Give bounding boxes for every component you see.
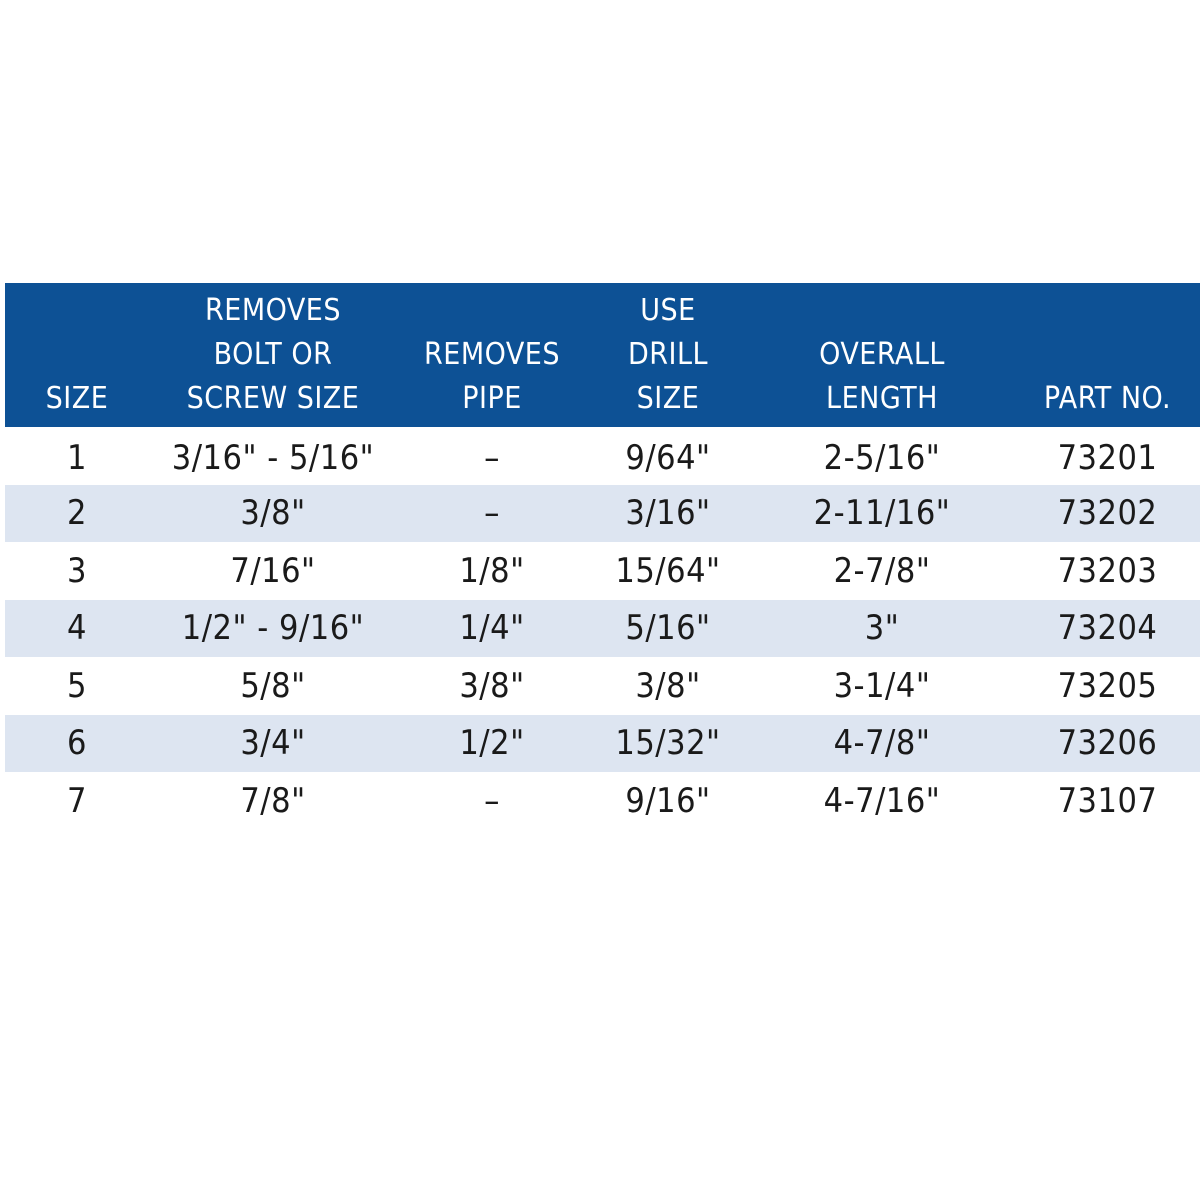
- header-drill-size: [587, 283, 749, 427]
- table-row: [5, 715, 1200, 773]
- cell-drill-size: 9/16": [625, 780, 711, 821]
- cell-bolt-screw-size: 7/8": [240, 780, 306, 821]
- header-line: REMOVES: [424, 337, 560, 372]
- table-row: [5, 600, 1200, 658]
- cell-overall-length: 3": [749, 600, 1015, 658]
- table-row: [5, 485, 1200, 543]
- cell-removes-pipe: 3/8": [459, 665, 525, 706]
- table-header: [5, 283, 1200, 427]
- cell-size: 2: [5, 485, 149, 543]
- cell-part-no: 73205: [1057, 665, 1158, 706]
- header-line: PART NO.: [1043, 381, 1172, 416]
- header-line: USE: [640, 293, 696, 328]
- header-line: SCREW SIZE: [186, 381, 360, 416]
- cell-size: 3: [67, 550, 87, 591]
- header-size: [5, 283, 149, 427]
- cell-overall-length: 3-1/4": [833, 665, 931, 706]
- cell-size: 4: [5, 600, 149, 658]
- header-line: DRILL: [627, 337, 709, 372]
- table-row: [5, 772, 1200, 830]
- cell-removes-pipe: 1/4": [397, 600, 587, 658]
- cell-removes-pipe: 1/8": [459, 550, 525, 591]
- header-line: PIPE: [462, 381, 522, 416]
- cell-bolt-screw-size: 7/16": [230, 550, 316, 591]
- cell-bolt-screw-size: 3/8": [149, 485, 397, 543]
- cell-drill-size: 15/64": [615, 550, 721, 591]
- header-removes-pipe: [397, 283, 587, 427]
- header-part-no: [1015, 283, 1200, 427]
- cell-bolt-screw-size: 3/4": [149, 715, 397, 773]
- table-body: [5, 427, 1200, 830]
- header-line: SIZE: [636, 381, 700, 416]
- cell-drill-size: 9/64": [625, 437, 711, 478]
- cell-overall-length: 2-5/16": [823, 437, 941, 478]
- header-line: OVERALL: [819, 337, 945, 372]
- table-row: [5, 657, 1200, 715]
- cell-drill-size: 5/16": [587, 600, 749, 658]
- cell-drill-size: 3/8": [635, 665, 701, 706]
- cell-part-no: 73201: [1057, 437, 1158, 478]
- cell-removes-pipe: –: [484, 780, 500, 821]
- header-row: [5, 283, 1200, 427]
- header-line: LENGTH: [826, 381, 938, 416]
- cell-size: 7: [67, 780, 87, 821]
- cell-overall-length: 4-7/8": [749, 715, 1015, 773]
- header-line: BOLT OR: [213, 337, 333, 372]
- cell-part-no: 73202: [1015, 485, 1200, 543]
- size-chart-table: [5, 283, 1200, 830]
- header-line: REMOVES: [205, 293, 341, 328]
- cell-bolt-screw-size: 5/8": [240, 665, 306, 706]
- header-bolt-screw-size: [149, 283, 397, 427]
- cell-part-no: 73206: [1015, 715, 1200, 773]
- cell-part-no: 73203: [1057, 550, 1158, 591]
- header-line: SIZE: [45, 381, 109, 416]
- table-row: [5, 427, 1200, 485]
- cell-bolt-screw-size: 1/2" - 9/16": [149, 600, 397, 658]
- cell-size: 1: [67, 437, 87, 478]
- cell-part-no: 73204: [1015, 600, 1200, 658]
- header-overall-length: [749, 283, 1015, 427]
- cell-removes-pipe: –: [484, 437, 500, 478]
- cell-removes-pipe: 1/2": [397, 715, 587, 773]
- cell-overall-length: 4-7/16": [823, 780, 941, 821]
- cell-drill-size: 15/32": [587, 715, 749, 773]
- cell-removes-pipe: –: [397, 485, 587, 543]
- cell-size: 5: [67, 665, 87, 706]
- table-row: [5, 542, 1200, 600]
- cell-bolt-screw-size: 3/16" - 5/16": [171, 437, 375, 478]
- cell-overall-length: 2-7/8": [833, 550, 931, 591]
- cell-part-no: 73107: [1057, 780, 1158, 821]
- cell-size: 6: [5, 715, 149, 773]
- cell-overall-length: 2-11/16": [749, 485, 1015, 543]
- cell-drill-size: 3/16": [587, 485, 749, 543]
